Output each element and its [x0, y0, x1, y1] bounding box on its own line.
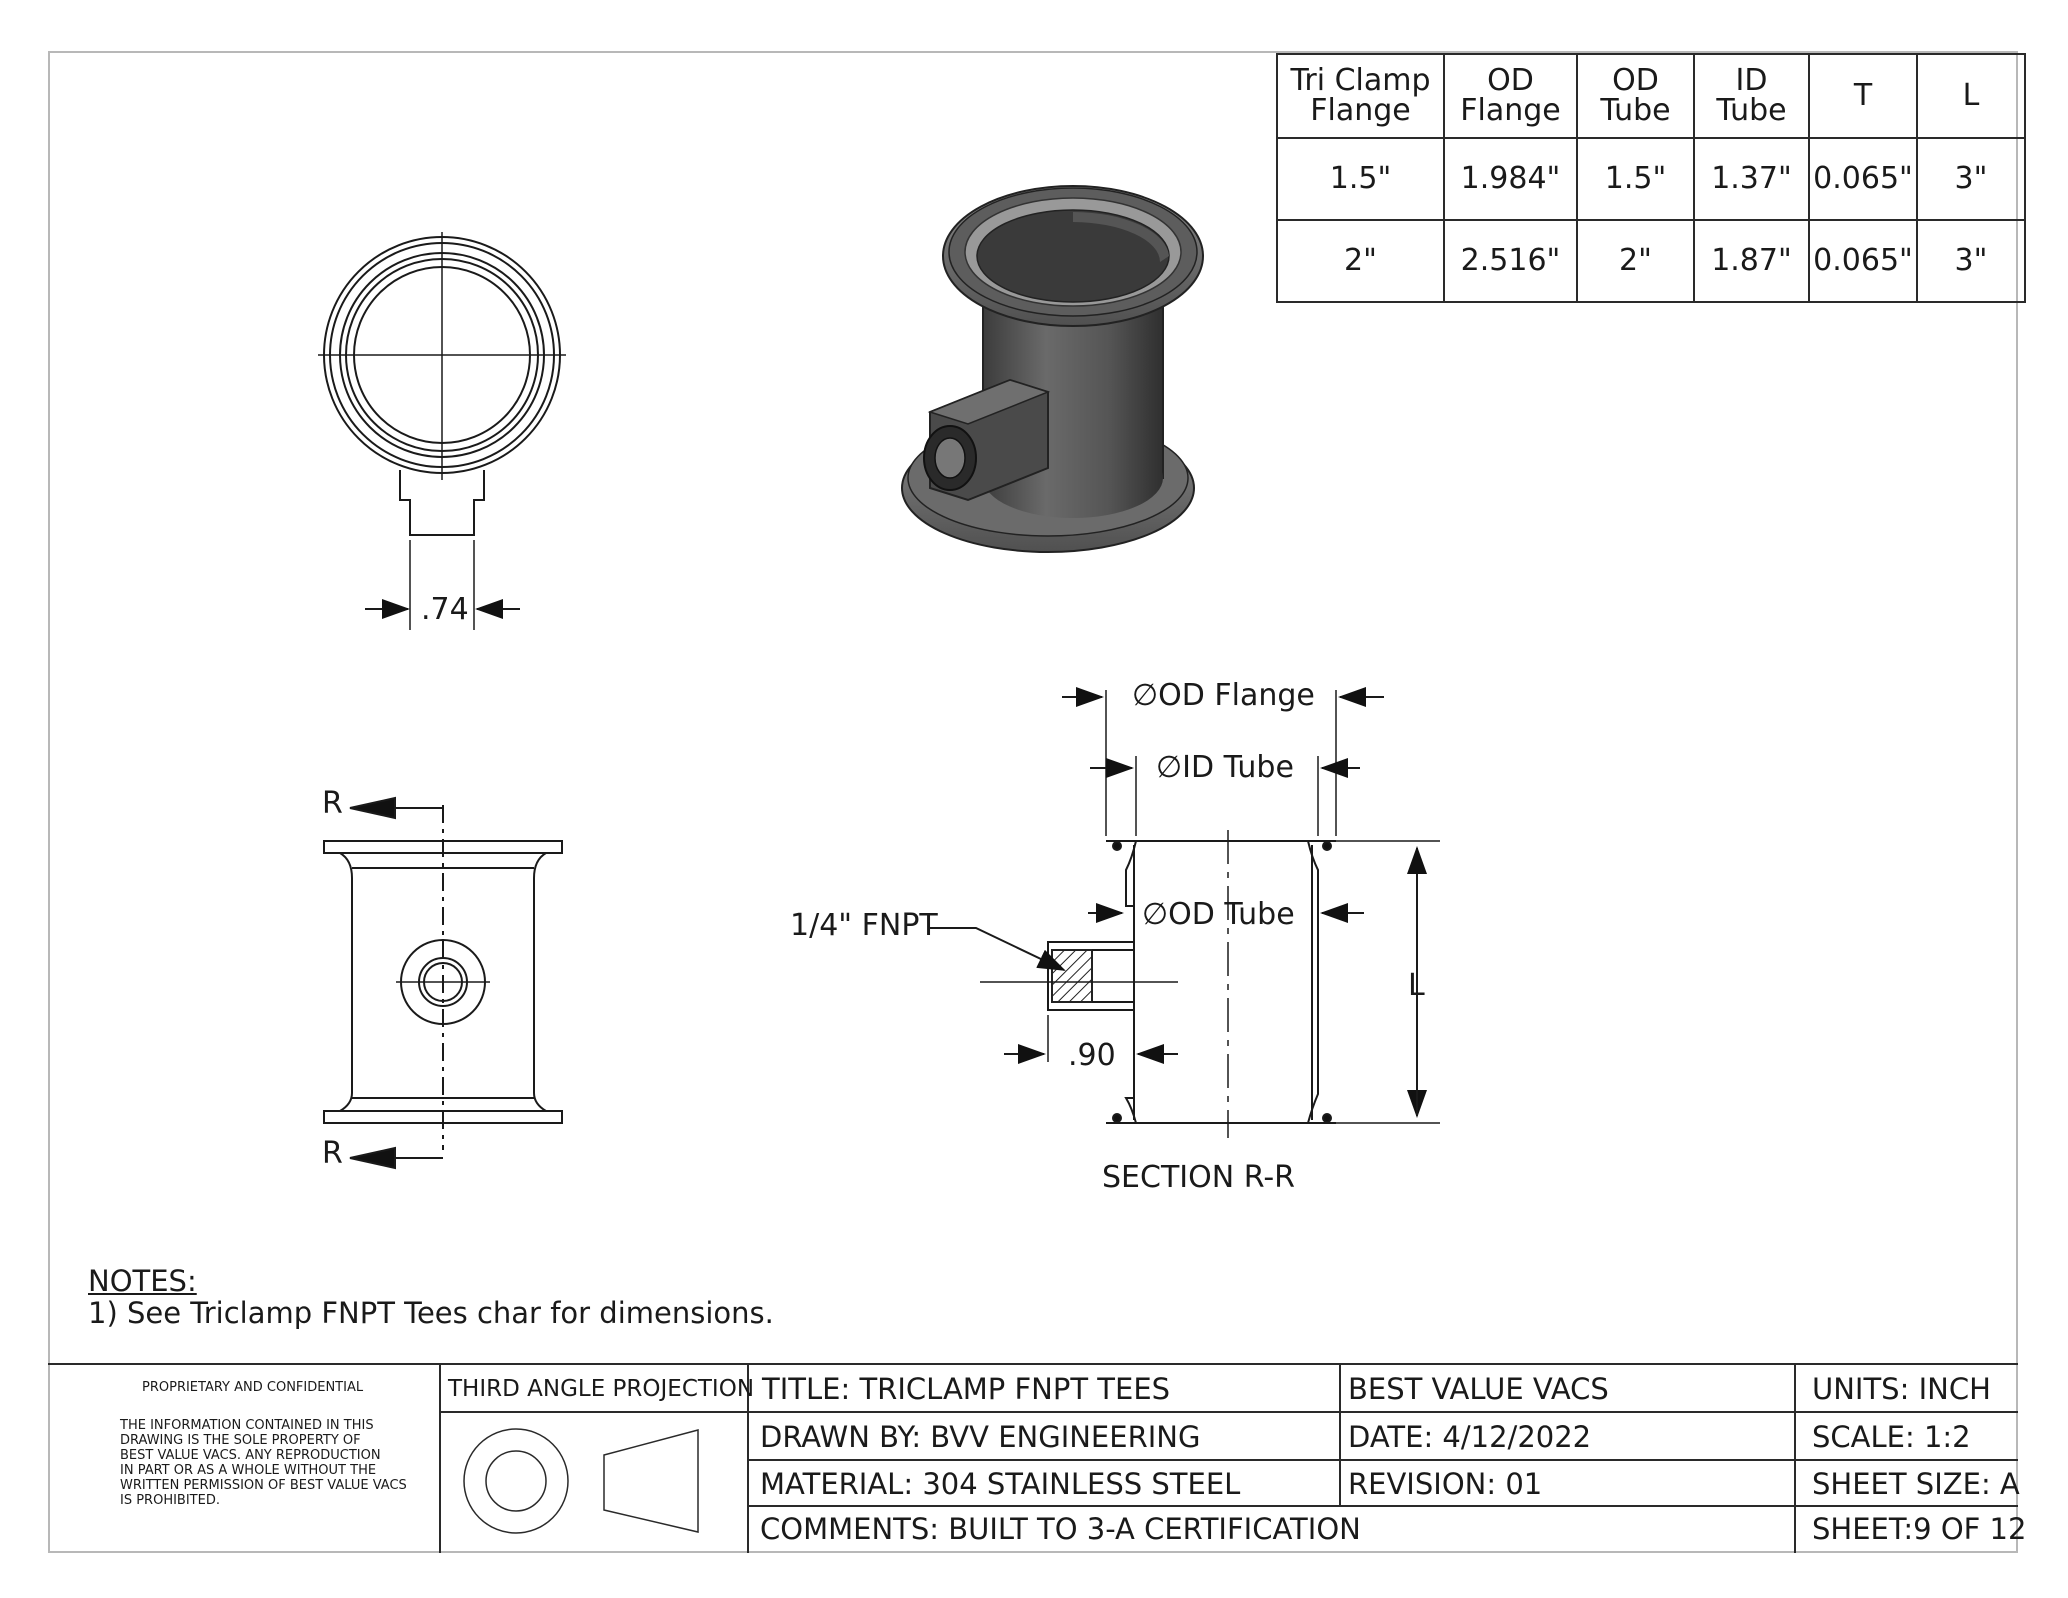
isometric-view — [902, 186, 1203, 552]
header-od-tube: OD Tube — [1577, 54, 1694, 138]
table-cell: 1.5" — [1577, 138, 1694, 220]
od-tube-dim: ∅OD Tube — [1142, 897, 1295, 932]
header-t: T — [1809, 54, 1917, 138]
company-name: BEST VALUE VACS — [1348, 1372, 1609, 1406]
header-l: L — [1917, 54, 2025, 138]
header-od-flange: OD Flange — [1444, 54, 1577, 138]
table-cell: 1.87" — [1694, 220, 1809, 302]
section-title: SECTION R-R — [1102, 1160, 1296, 1195]
table-cell: 2.516" — [1444, 220, 1577, 302]
sheet-number: SHEET:9 OF 12 — [1812, 1512, 2027, 1546]
table-cell: 1.37" — [1694, 138, 1809, 220]
table-cell: 0.065" — [1809, 220, 1917, 302]
material-label: MATERIAL: 304 STAINLESS STEEL — [760, 1467, 1241, 1501]
table-cell: 3" — [1917, 138, 2025, 220]
drawn-by: DRAWN BY: BVV ENGINEERING — [760, 1420, 1201, 1454]
table-cell: 1.5" — [1277, 138, 1444, 220]
drawing-title: TITLE: TRICLAMP FNPT TEES — [762, 1372, 1171, 1406]
proprietary-text: THE INFORMATION CONTAINED IN THIS DRAWING IS THE SOLE PROPERTY OF BEST VALUE VACS. ANY REPRODUCTION IN PART OR AS A WHOLE WITHOUT THE WRITTEN PERMISSION OF BEST VALUE VACS IS PROHIBITED. — [120, 1418, 407, 1508]
table-cell: 0.065" — [1809, 138, 1917, 220]
table-cell: 2" — [1577, 220, 1694, 302]
table-cell: 1.984" — [1444, 138, 1577, 220]
diameter-symbol: ∅ — [1132, 678, 1159, 713]
top-view — [318, 232, 566, 630]
length-dim: L — [1408, 968, 1425, 1003]
side-view — [324, 798, 562, 1168]
od-flange-dim: ∅OD Flange — [1132, 678, 1315, 713]
note-item: 1) See Triclamp FNPT Tees char for dimensions. — [88, 1296, 774, 1330]
notes-heading: NOTES: — [88, 1264, 197, 1298]
top-view-width-dim: .74 — [421, 592, 469, 627]
scale-label: SCALE: 1:2 — [1812, 1420, 1971, 1454]
section-marker-bottom: R — [322, 1136, 343, 1171]
drawing-date: DATE: 4/12/2022 — [1348, 1420, 1592, 1454]
sheet-size-label: SHEET SIZE: A — [1812, 1467, 2020, 1501]
proprietary-heading: PROPRIETARY AND CONFIDENTIAL — [142, 1380, 364, 1395]
port-depth-dim: .90 — [1068, 1038, 1116, 1073]
id-tube-dim: ∅ID Tube — [1156, 750, 1294, 785]
projection-label: THIRD ANGLE PROJECTION — [448, 1376, 755, 1402]
header-tri-clamp-flange: Tri Clamp Flange — [1277, 54, 1444, 138]
section-marker-top: R — [322, 786, 343, 821]
table-cell: 3" — [1917, 220, 2025, 302]
units-label: UNITS: INCH — [1812, 1372, 1991, 1406]
diameter-symbol: ∅ — [1156, 750, 1183, 785]
comments-label: COMMENTS: BUILT TO 3-A CERTIFICATION — [760, 1512, 1361, 1546]
fnpt-callout: 1/4" FNPT — [790, 908, 938, 943]
table-cell: 2" — [1277, 220, 1444, 302]
header-id-tube: ID Tube — [1694, 54, 1809, 138]
revision-label: REVISION: 01 — [1348, 1467, 1543, 1501]
diameter-symbol: ∅ — [1142, 897, 1169, 932]
